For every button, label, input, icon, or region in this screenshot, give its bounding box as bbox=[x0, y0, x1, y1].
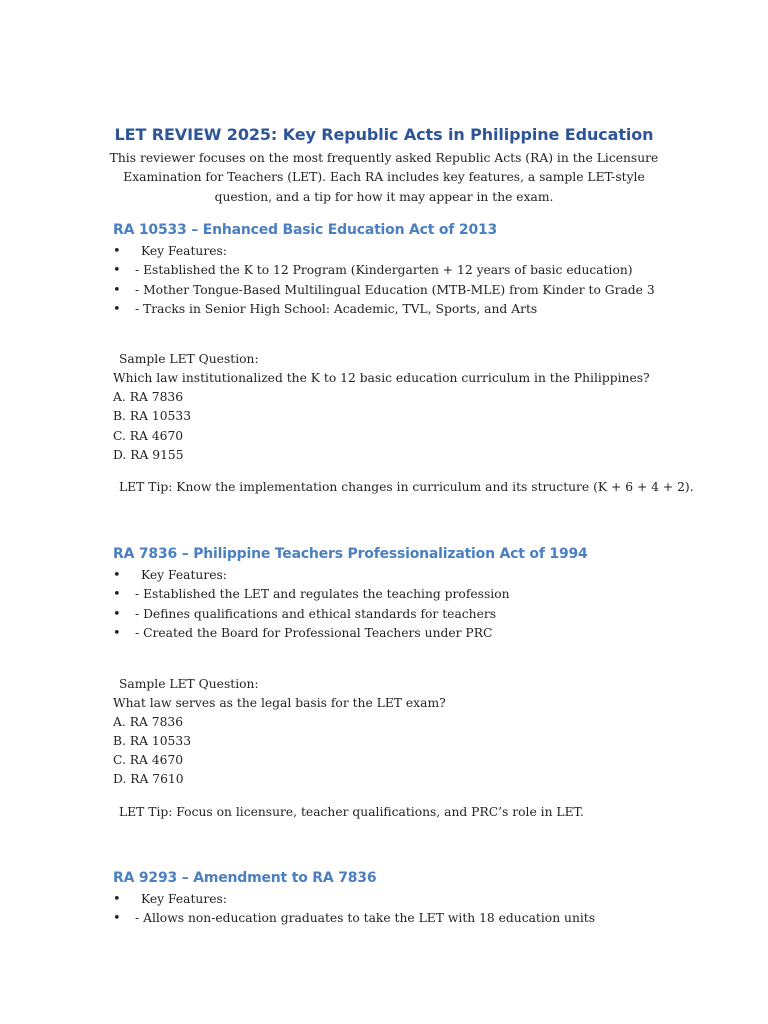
bullet-icon: • bbox=[113, 892, 121, 907]
bullet-icon: • bbox=[113, 244, 121, 259]
answer-choice: D. RA 7610 bbox=[113, 772, 184, 786]
bullet-icon: • bbox=[113, 282, 121, 298]
answer-choice: B. RA 10533 bbox=[113, 734, 192, 748]
list-item: • - Mother Tongue-Based Multilingual Education (MTB-MLE) from Kinder to Grade 3 bbox=[113, 281, 655, 300]
let-tip: LET Tip: Know the implementation changes in curriculum and its structure (K + 6 + 4 + 2). bbox=[119, 480, 694, 494]
list-item: • - Allows non-education graduates to take the LET with 18 education units bbox=[113, 909, 595, 928]
feature-list-ra-9293 bbox=[113, 890, 595, 929]
bullet-icon: • bbox=[113, 625, 121, 641]
sample-question-text: What law serves as the legal basis for the LET exam? bbox=[113, 696, 446, 710]
list-item: • - Established the K to 12 Program (Kindergarten + 12 years of basic education) bbox=[113, 261, 655, 280]
bullet-icon: • bbox=[113, 568, 121, 583]
bullet-icon: • bbox=[113, 911, 121, 927]
section-heading-ra-10533: RA 10533 – Enhanced Basic Education Act of 2013 bbox=[113, 222, 498, 238]
sample-question-label: Sample LET Question: bbox=[119, 352, 259, 366]
feature-list-ra-7836 bbox=[113, 566, 510, 643]
list-item: • Key Features: bbox=[113, 242, 655, 261]
sample-question-label: Sample LET Question: bbox=[119, 677, 259, 691]
list-item: • - Defines qualifications and ethical standards for teachers bbox=[113, 605, 510, 624]
sample-question-text: Which law institutionalized the K to 12 basic education curriculum in the Philippines? bbox=[113, 371, 650, 385]
feature-list-ra-10533 bbox=[113, 242, 655, 319]
answer-choice: C. RA 4670 bbox=[113, 429, 184, 443]
list-item: • Key Features: bbox=[113, 890, 595, 909]
answer-choice: A. RA 7836 bbox=[113, 715, 184, 729]
answer-choice: A. RA 7836 bbox=[113, 390, 184, 404]
bullet-icon: • bbox=[113, 606, 121, 622]
bullet-icon: • bbox=[113, 587, 121, 603]
bullet-icon: • bbox=[113, 301, 121, 317]
section-heading-ra-9293: RA 9293 – Amendment to RA 7836 bbox=[113, 870, 377, 886]
let-tip: LET Tip: Focus on licensure, teacher qualifications, and PRC’s role in LET. bbox=[119, 805, 584, 819]
list-item: • Key Features: bbox=[113, 566, 510, 585]
list-item: • - Established the LET and regulates the teaching profession bbox=[113, 585, 510, 604]
document-title: LET REVIEW 2025: Key Republic Acts in Philippine Education bbox=[114, 125, 654, 144]
answer-choice: B. RA 10533 bbox=[113, 409, 192, 423]
answer-choice: C. RA 4670 bbox=[113, 753, 184, 767]
section-heading-ra-7836: RA 7836 – Philippine Teachers Professionalization Act of 1994 bbox=[113, 546, 588, 562]
intro-paragraph: This reviewer focuses on the most frequently asked Republic Acts (RA) in the Licensure Examination for Teachers (LET). Each RA includes key features, a sample LET-style question, and a tip for how it may appear in the exam. bbox=[109, 151, 659, 204]
list-item: • - Tracks in Senior High School: Academic, TVL, Sports, and Arts bbox=[113, 300, 655, 319]
bullet-icon: • bbox=[113, 263, 121, 279]
answer-choice: D. RA 9155 bbox=[113, 448, 184, 462]
list-item: • - Created the Board for Professional Teachers under PRC bbox=[113, 624, 510, 643]
